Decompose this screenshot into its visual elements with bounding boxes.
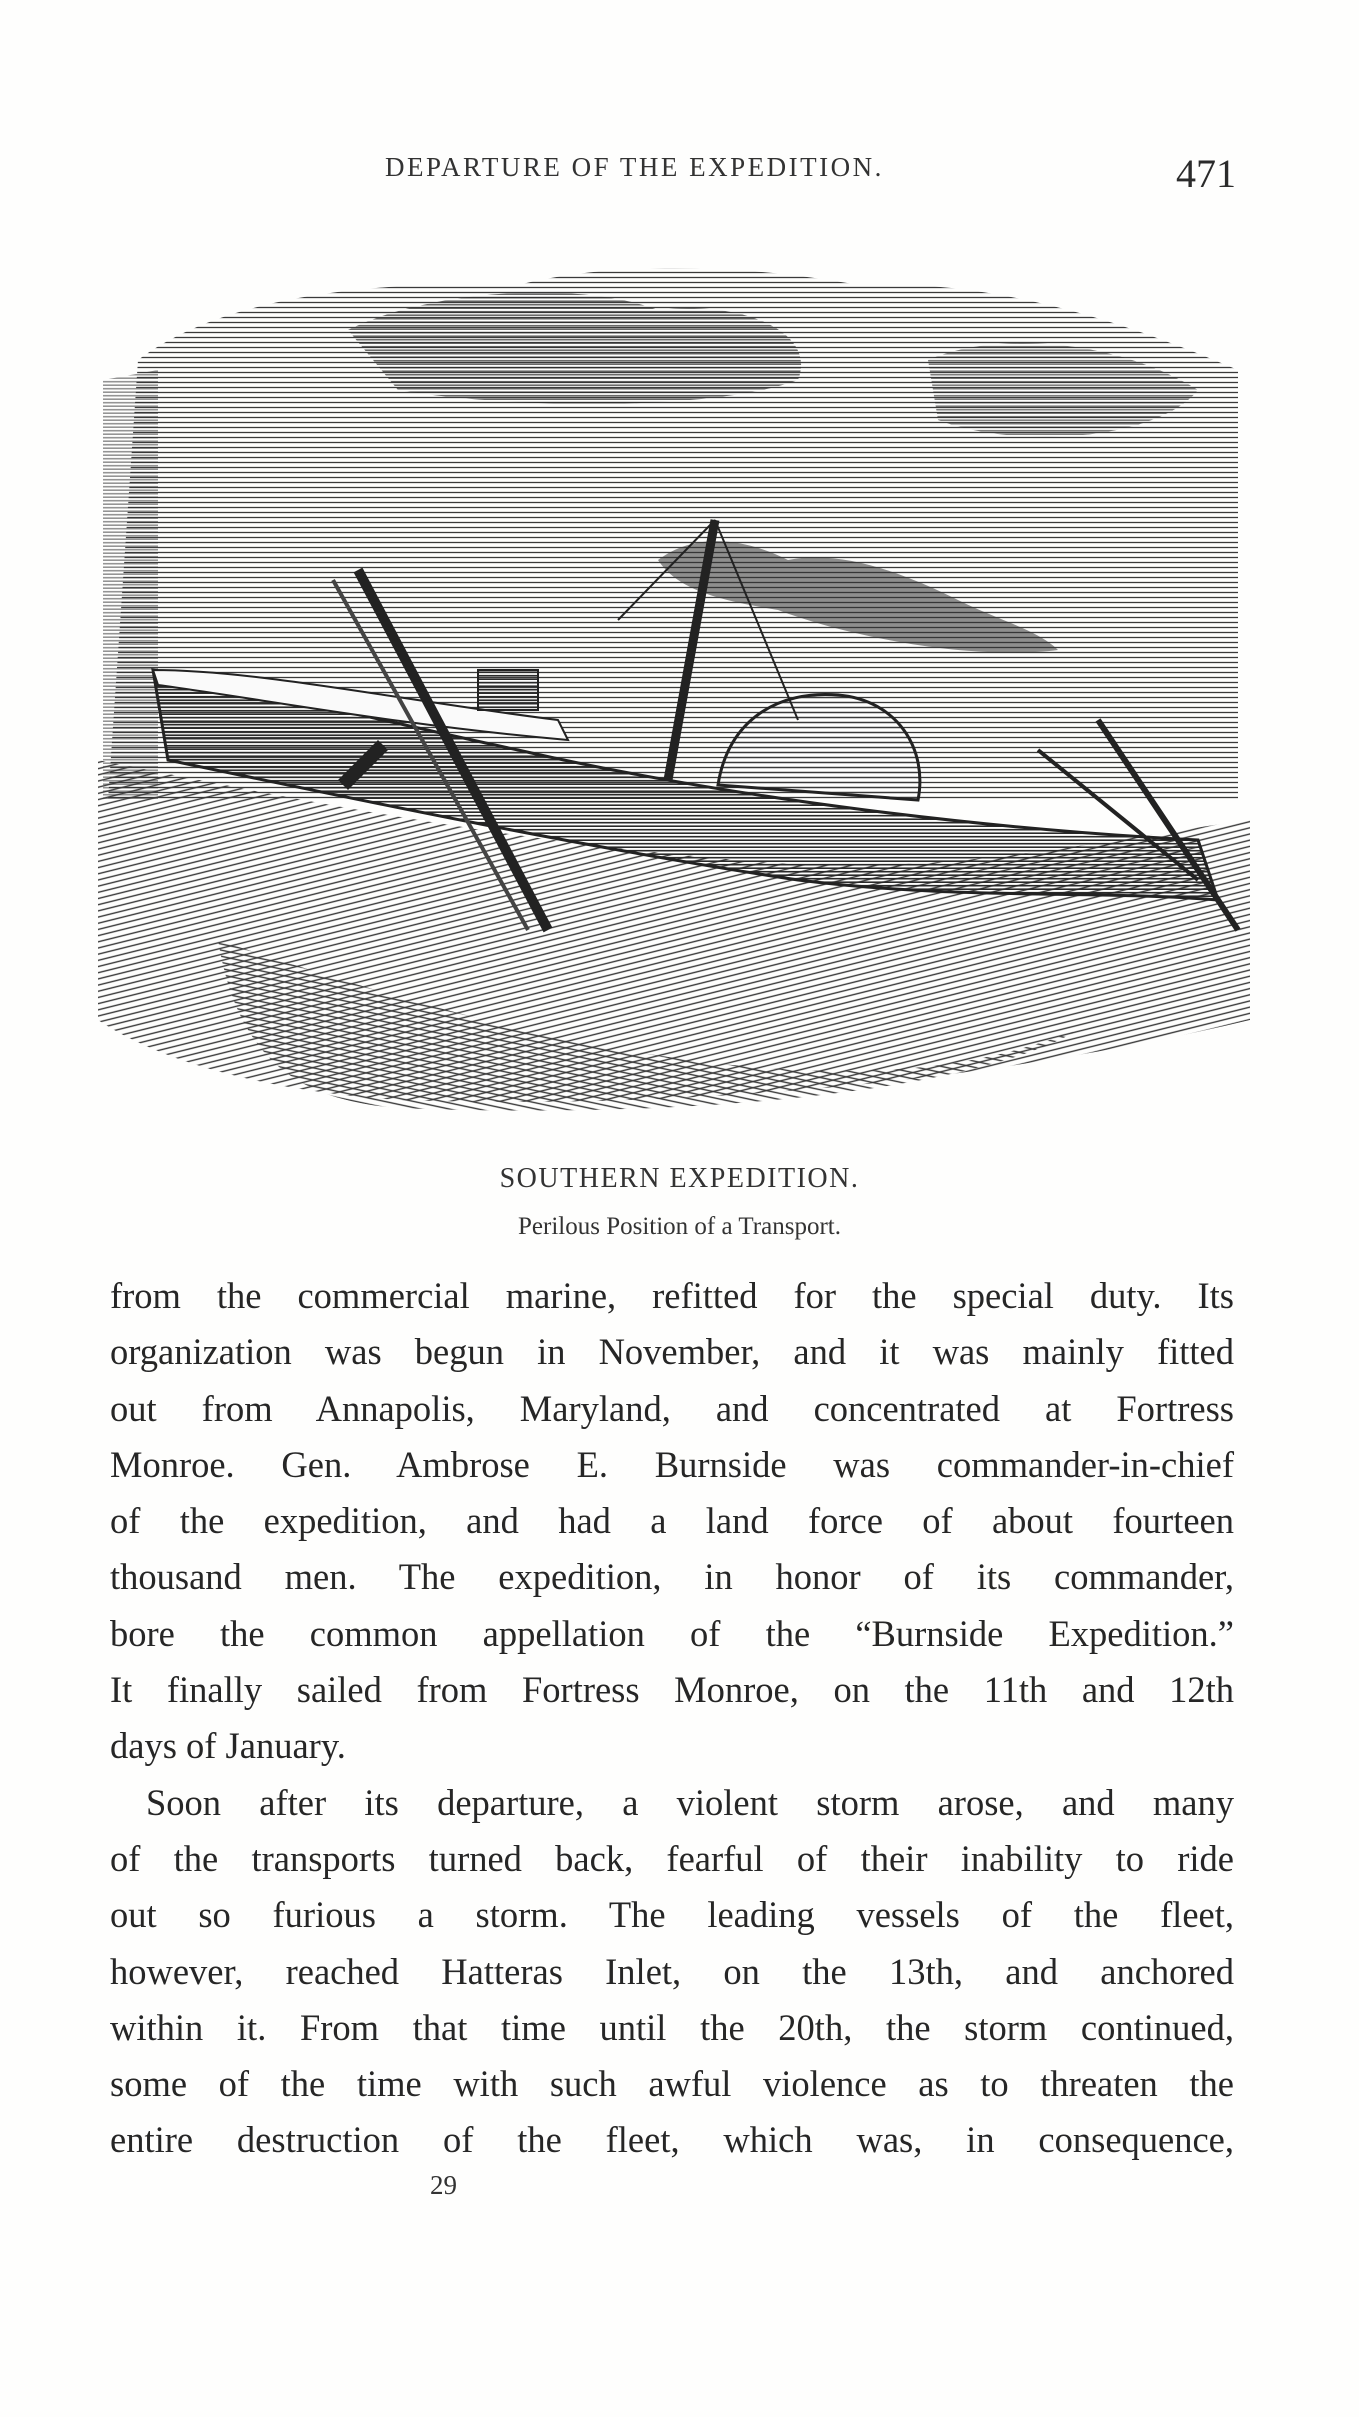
text-line: of the transports turned back, fearful of their inability to ride xyxy=(110,1837,1234,1879)
text-line: It finally sailed from Fortress Monroe, on the 11th and 12th xyxy=(110,1669,1234,1711)
figure-caption-subtitle: Perilous Position of a Transport. xyxy=(518,1213,841,1240)
engraving-illustration xyxy=(98,240,1250,1125)
body-text xyxy=(110,1268,1234,2169)
text-line: Soon after its departure, a violent storm arose, and many xyxy=(146,1781,1234,1823)
text-line: of the expedition, and had a land force of about fourteen xyxy=(110,1500,1234,1542)
page-number: 471 xyxy=(1176,151,1236,196)
running-head: DEPARTURE OF THE EXPEDITION. xyxy=(385,152,884,182)
text-line: thousand men. The expedition, in honor of its commander, xyxy=(110,1556,1234,1598)
text-line: from the commercial marine, refitted for the special duty. Its xyxy=(110,1275,1234,1316)
text-line: entire destruction of the fleet, which was, in consequence, xyxy=(110,2119,1234,2161)
text-line: within it. From that time until the 20th, the storm continued, xyxy=(110,2006,1234,2048)
text-line: bore the common appellation of the “Burnside Expedition.” xyxy=(110,1612,1234,1654)
text-line: Monroe. Gen. Ambrose E. Burnside was commander-in-chief xyxy=(110,1443,1234,1485)
text-line: out so furious a storm. The leading vessels of the fleet, xyxy=(110,1894,1234,1936)
text-line: out from Annapolis, Maryland, and concentrated at Fortress xyxy=(110,1387,1234,1429)
text-line: some of the time with such awful violence as to threaten the xyxy=(110,2063,1234,2105)
signature-mark: 29 xyxy=(430,2170,457,2200)
figure-caption-title: SOUTHERN EXPEDITION. xyxy=(499,1163,860,1194)
text-line: however, reached Hatteras Inlet, on the 13th, and anchored xyxy=(110,1950,1234,1992)
text-line: organization was begun in November, and it was mainly fitted xyxy=(110,1331,1234,1373)
text-line: days of January. xyxy=(110,1725,346,1767)
